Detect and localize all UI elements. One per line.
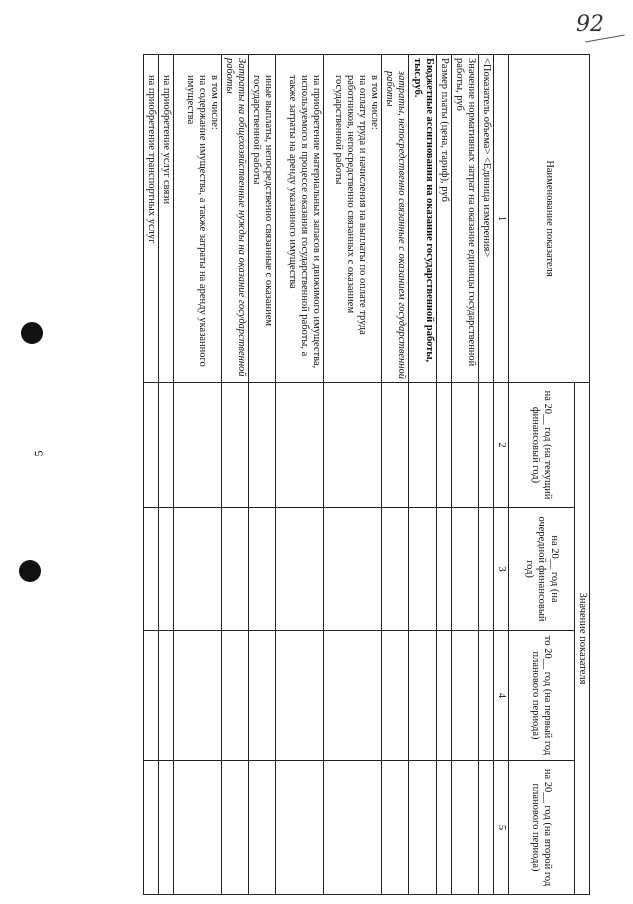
table-row (144, 55, 159, 895)
row-label: Бюджетные ассигнования на оказание государственной работы, тыс.руб. (409, 55, 436, 383)
row-label: в том числе: (369, 75, 381, 130)
indicators-table (143, 54, 590, 895)
table-row (249, 55, 276, 895)
col-number-3: 3 (493, 508, 508, 631)
row-label: на приобретение услуг связи (159, 55, 174, 383)
header-col-plan-year-1: то 20__ год (на первый год планового периода) (508, 631, 574, 761)
row-label: в том числе: (209, 75, 221, 130)
header-col-current-year: на 20__ год (на текущий финансовый год) (508, 383, 574, 508)
punch-hole-bottom (19, 560, 41, 582)
page-number: 5 (31, 450, 46, 457)
handwritten-page-number: 92 (576, 12, 604, 37)
punch-hole-top (21, 322, 43, 344)
table-row (222, 55, 249, 895)
row-label-group (324, 55, 382, 383)
header-col-plan-year-2: на 20__ год (на второй год планового периода) (508, 761, 574, 895)
row-label: Размер платы (цена, тариф), руб (436, 55, 451, 383)
row-label: иные выплаты, непосредственно связанные с оказанием государственной работы (249, 55, 276, 383)
table-row (409, 55, 436, 895)
header-indicator-name: Наименование показателя (508, 55, 589, 383)
col-number-2: 2 (493, 383, 508, 508)
table-row (276, 55, 324, 895)
table-row (174, 55, 222, 895)
table-row (451, 55, 478, 895)
table-row (436, 55, 451, 895)
row-label: на оплату труда и начисления на выплаты по оплате труда работников, непосредственно связанных с оказанием государственной работы (333, 75, 369, 335)
row-label: на приобретение транспортных услуг (144, 55, 159, 383)
table-row (324, 55, 382, 895)
row-label: затраты, непосредственно связанные с оказанием государственной работы (382, 55, 409, 383)
table-row (478, 55, 493, 895)
table-row (159, 55, 174, 895)
rotated-table-wrapper (146, 54, 590, 894)
table-row (382, 55, 409, 895)
header-indicator-value: Значение показателя (574, 383, 589, 895)
row-label: на содержание имущества, а также затраты на аренду указанного имущества (185, 75, 209, 367)
row-label: <Показатель объема> <Единица измерения> (478, 55, 493, 383)
header-col-next-year: на 20__ год (на очередной финансовый год) (508, 508, 574, 631)
row-label-group (174, 55, 222, 383)
row-label: на приобретение материальных запасов и движимого имущества, используемого в процессе оказания государственной работы, а также затраты на аренду указанного имущества (276, 55, 324, 383)
col-number-5: 5 (493, 761, 508, 895)
row-label: Значение нормативных затрат на оказание единицы государственной работы, руб (451, 55, 478, 383)
col-number-1: 1 (493, 55, 508, 383)
row-label: Затраты на общехозяйственные нужды на оказание государственной работы (222, 55, 249, 383)
col-number-4: 4 (493, 631, 508, 761)
